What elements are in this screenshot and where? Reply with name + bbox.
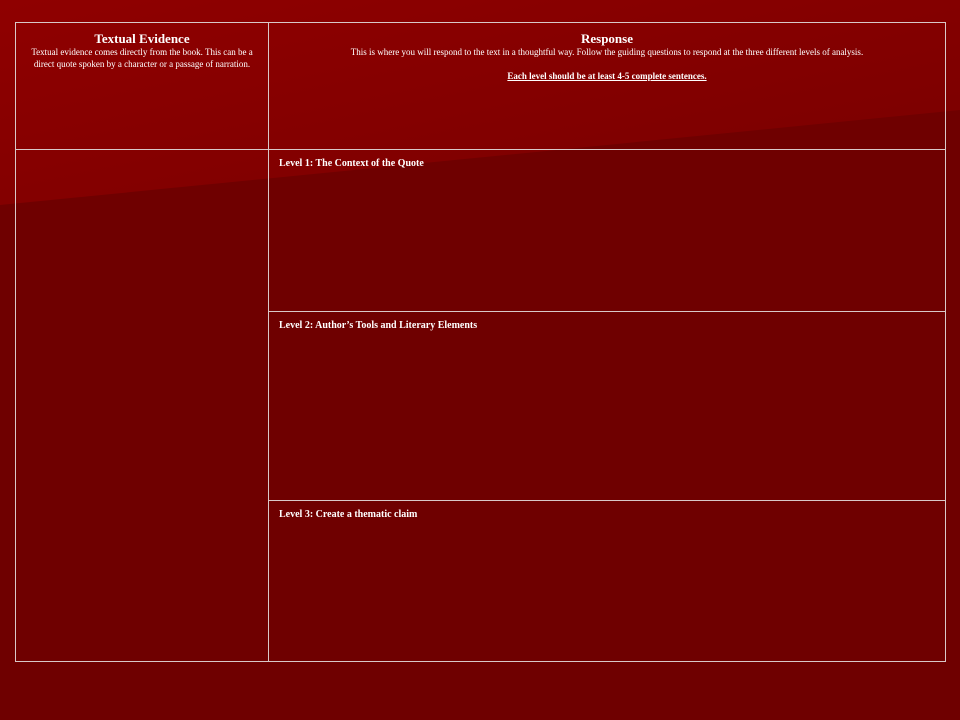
level-1-label: Level 1: The Context of the Quote bbox=[279, 158, 424, 169]
response-header-title: Response bbox=[580, 31, 633, 46]
response-header-cell bbox=[269, 23, 946, 150]
evidence-response-table bbox=[15, 22, 946, 662]
evidence-header-description: Textual evidence comes directly from the book. This can be a direct quote spoken by a character or a passage of narration. bbox=[31, 47, 253, 69]
evidence-header-cell bbox=[16, 23, 269, 150]
level-1-cell[interactable] bbox=[269, 150, 946, 312]
evidence-header-title: Textual Evidence bbox=[94, 31, 190, 46]
level-2-label: Level 2: Author’s Tools and Literary Elements bbox=[279, 320, 478, 331]
response-header-description: This is where you will respond to the text in a thoughtful way. Follow the guiding questions to respond at the three different levels of analysis. bbox=[350, 47, 864, 57]
level-3-cell[interactable] bbox=[269, 501, 946, 662]
response-header-emphasis: Each level should be at least 4-5 complete sentences. bbox=[507, 71, 707, 81]
level-3-label: Level 3: Create a thematic claim bbox=[279, 509, 418, 520]
level-2-cell[interactable] bbox=[269, 312, 946, 501]
evidence-input-cell[interactable] bbox=[16, 150, 269, 662]
